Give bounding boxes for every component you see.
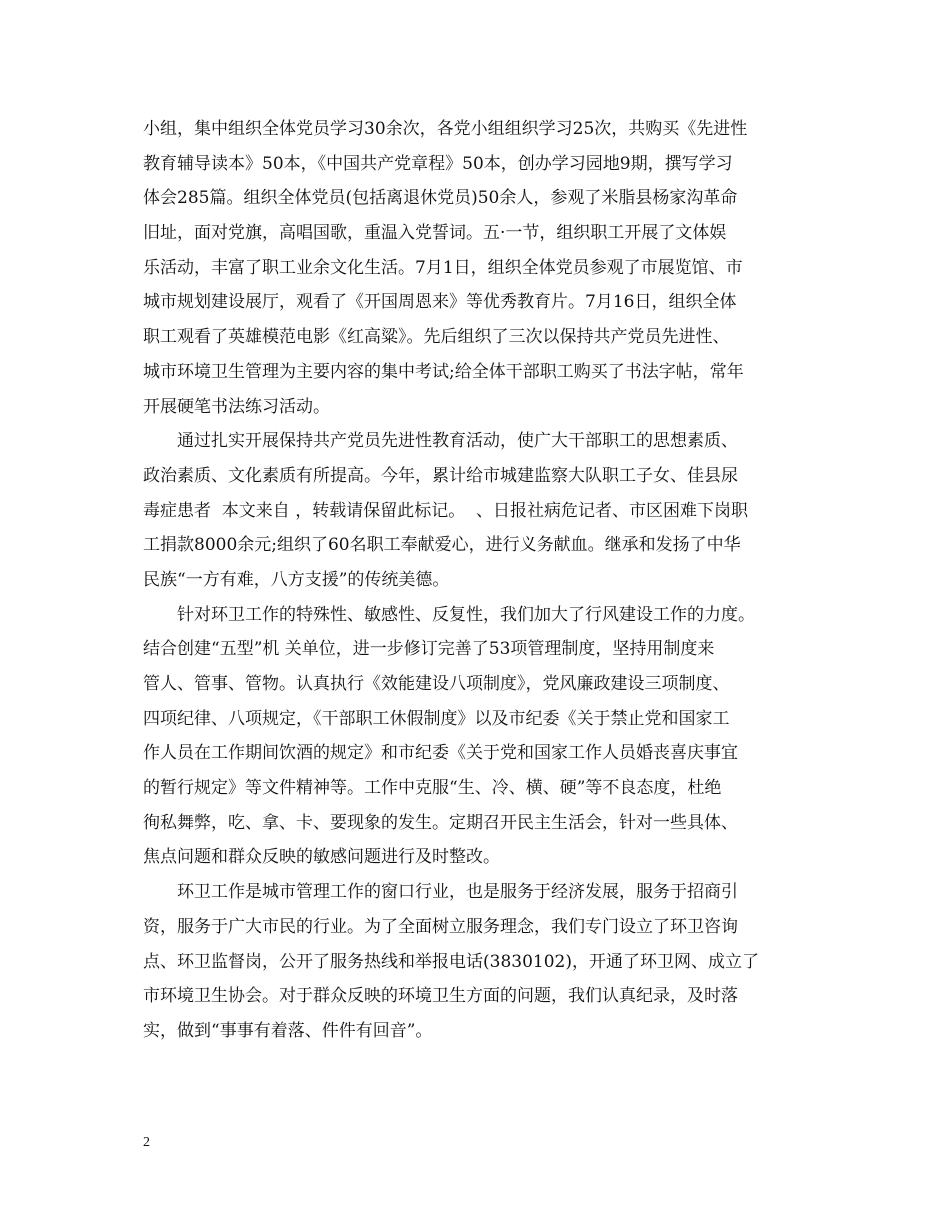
text-line: 徇私舞弊，吃、拿、卡、要现象的发生。定期召开民主生活会，针对一些具体、	[143, 812, 738, 833]
page-number: 2	[143, 1135, 150, 1150]
text-line: 针对环卫工作的特殊性、敏感性、反复性，我们加大了行风建设工作的力度。	[177, 604, 755, 625]
text-line: 点、环卫监督岗，公开了服务热线和举报电话(3830102)，开通了环卫网、成立了	[143, 951, 759, 972]
text-line: 结合创建“五型”机 关单位，进一步修订完善了53项管理制度，坚持用制度来	[143, 639, 715, 660]
paragraph	[143, 424, 823, 597]
text-line: 资，服务于广大市民的行业。为了全面树立服务理念，我们专门设立了环卫咨询	[143, 916, 738, 937]
text-line: 职工观看了英雄模范电影《红高粱》。先后组织了三次以保持共产党员先进性、	[143, 327, 730, 348]
text-line: 市环境卫生协会。对于群众反映的环境卫生方面的问题，我们认真纪录，及时落	[143, 986, 738, 1007]
text-line: 小组，集中组织全体党员学习30余次，各党小组组织学习25次，共购买《先进性	[143, 119, 748, 139]
body-text	[143, 112, 823, 1049]
text-line: 工捐款8000余元;组织了60名职工奉献爱心，进行义务献血。继承和发扬了中华	[143, 535, 741, 556]
text-line: 焦点问题和群众反映的敏感问题进行及时整改。	[143, 847, 500, 868]
text-line: 环卫工作是城市管理工作的窗口行业，也是服务于经济发展，服务于招商引	[177, 882, 738, 903]
text-line: 管人、管事、管物。认真执行《效能建设八项制度》，党风廉政建设三项制度、	[143, 674, 730, 694]
text-line: 乐活动，丰富了职工业余文化生活。7月1日，组织全体党员参观了市展览馆、市	[143, 257, 743, 278]
text-line: 实，做到“事事有着落、件件有回音”。	[143, 1020, 433, 1041]
text-line: 体会285篇。组织全体党员(包括离退休党员)50余人，参观了米脂县杨家沟革命	[143, 188, 738, 209]
text-line: 旧址，面对党旗，高唱国歌，重温入党誓词。五·一节，组织职工开展了文体娱	[143, 223, 727, 244]
text-line: 通过扎实开展保持共产党员先进性教育活动，使广大干部职工的思想素质、	[177, 431, 738, 452]
paragraph	[143, 875, 823, 1048]
text-line: 作人员在工作期间饮酒的规定》和市纪委《关于党和国家工作人员婚丧喜庆事宜	[143, 743, 738, 764]
text-line: 的暂行规定》等文件精神等。工作中克服“生、冷、横、硬”等不良态度，杜绝	[143, 778, 722, 799]
text-line: 毒症患者 本文来自 ，转载请保留此标记。 、日报社病危记者、市区困难下岗职	[143, 500, 749, 521]
text-line: 政治素质、文化素质有所提高。今年，累计给市城建监察大队职工子女、佳县尿	[143, 465, 738, 486]
text-line: 民族“一方有难，八方支援”的传统美德。	[143, 569, 450, 590]
paragraph	[143, 112, 823, 424]
text-line: 城市环境卫生管理为主要内容的集中考试;给全体干部职工购买了书法字帖，常年	[143, 361, 744, 382]
text-line: 四项纪律、八项规定，《干部职工休假制度》以及市纪委《关于禁止党和国家工	[143, 708, 730, 729]
paragraph	[143, 598, 823, 876]
text-line: 教育辅导读本》50本，《中国共产党章程》50本，创办学习园地9期，撰写学习	[143, 153, 733, 174]
text-line: 开展硬笔书法练习活动。	[143, 396, 330, 417]
text-line: 城市规划建设展厅，观看了《开国周恩来》等优秀教育片。7月16日，组织全体	[143, 292, 737, 313]
